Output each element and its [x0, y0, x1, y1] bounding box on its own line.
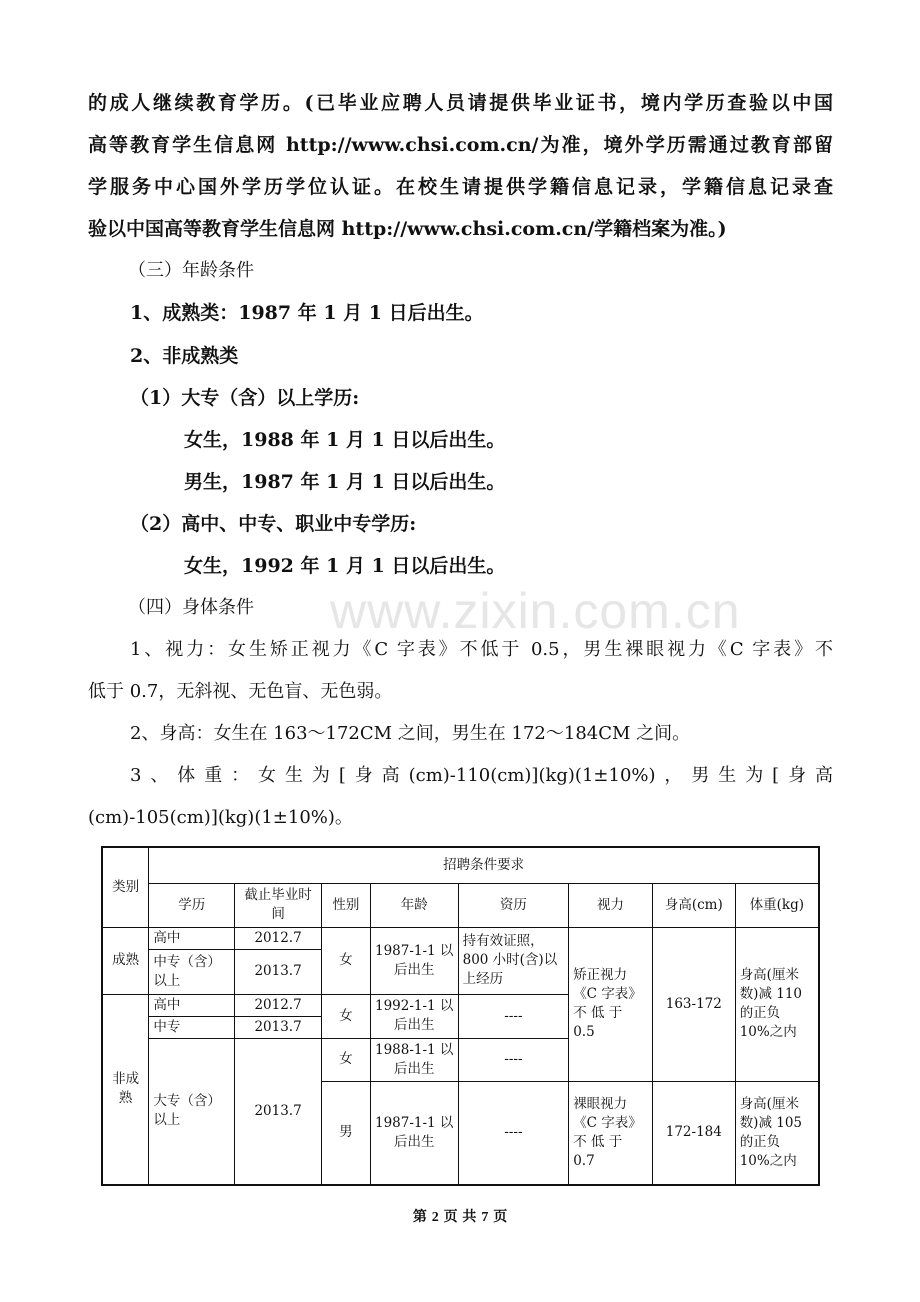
age-highschool: （2）高中、中专、职业中专学历:	[130, 513, 417, 535]
table-cell: 身高(厘米数)减 105 的正负 10%之内	[735, 1081, 819, 1185]
paragraph-education-line-4: 验以中国高等教育学生信息网 http://www.chsi.com.cn/学籍档案为准。)	[88, 218, 727, 240]
age-college: （1）大专（含）以上学历:	[130, 387, 360, 409]
weight-line-2: (cm)-105(cm)](kg)(1±10%)。	[88, 807, 353, 828]
table-cell: 大专（含）以上	[149, 1038, 235, 1185]
paragraph-education-line-3: 学服务中心国外学历学位认证。在校生请提供学籍信息记录，学籍信息记录查	[88, 176, 833, 198]
page-footer	[0, 1206, 920, 1226]
table-cell: 1988-1-1 以后出生	[370, 1038, 458, 1081]
watermark: www.zixin.com.cn	[330, 583, 741, 639]
footer-prefix: 第	[412, 1209, 427, 1225]
table-cell: 163-172	[652, 927, 735, 1081]
table-cell: 中专（含）以上	[149, 949, 235, 994]
age-highschool-female: 女生，1992 年 1 月 1 日以后出生。	[184, 555, 506, 577]
footer-middle: 页 共	[443, 1209, 477, 1225]
table-cell: 2013.7	[235, 1016, 322, 1038]
table-cell: 女	[321, 1038, 370, 1081]
table-cell: 1987-1-1 以后出生	[370, 927, 458, 994]
col-height: 身高(cm)	[652, 883, 735, 927]
col-gender: 性别	[321, 883, 370, 927]
section-heading-age: （三）年龄条件	[128, 260, 254, 281]
table-cell: 172-184	[652, 1081, 735, 1185]
page-total: 7	[481, 1210, 489, 1225]
table-cell: 2013.7	[235, 1038, 322, 1185]
header-requirements: 招聘条件要求	[149, 847, 819, 883]
table-cell: 中专	[149, 1016, 235, 1038]
table-cell: 高中	[149, 994, 235, 1016]
footer-suffix: 页	[493, 1209, 508, 1225]
table-cell: 矫正视力《C 字表》不 低 于 0.5	[569, 927, 653, 1081]
height-line: 2、身高：女生在 163～172CM 之间，男生在 172～184CM 之间。	[130, 723, 691, 744]
page-number: 2	[431, 1210, 439, 1225]
table-cell: 1987-1-1 以后出生	[370, 1081, 458, 1185]
table-cell: ----	[458, 1038, 569, 1081]
col-weight: 体重(kg)	[735, 883, 819, 927]
table-cell: ----	[458, 994, 569, 1038]
table-cell: 女	[321, 927, 370, 994]
age-college-female: 女生，1988 年 1 月 1 日以后出生。	[184, 429, 506, 451]
category-nonmature: 非成熟	[102, 994, 149, 1185]
col-graduation: 截止毕业时间	[235, 883, 322, 927]
paragraph-education-line-2: 高等教育学生信息网 http://www.chsi.com.cn/为准，境外学历需通过教育部留	[88, 134, 833, 156]
age-college-male: 男生，1987 年 1 月 1 日以后出生。	[184, 471, 506, 493]
col-education: 学历	[149, 883, 235, 927]
section-heading-body: （四）身体条件	[128, 597, 254, 618]
header-category: 类别	[102, 847, 149, 927]
table-cell: 2013.7	[235, 949, 322, 994]
table-cell: 1992-1-1 以后出生	[370, 994, 458, 1038]
table-cell: 裸眼视力《C 字表》不 低 于 0.7	[569, 1081, 653, 1185]
weight-line-1: 3、体重：女生为[身高(cm)-110(cm)](kg)(1±10%)，男生为[身高	[130, 765, 833, 786]
table-cell: 2012.7	[235, 994, 322, 1016]
table-cell: 身高(厘米数)减 110 的正负 10%之内	[735, 927, 819, 1081]
col-vision: 视力	[569, 883, 653, 927]
paragraph-education-line-1: 的成人继续教育学历。(已毕业应聘人员请提供毕业证书，境内学历查验以中国	[88, 92, 833, 114]
col-experience: 资历	[458, 883, 569, 927]
table-cell: 持有效证照，800 小时(含)以上经历	[458, 927, 569, 994]
vision-line-2: 低于 0.7，无斜视、无色盲、无色弱。	[88, 681, 393, 702]
table-cell: 高中	[149, 927, 235, 949]
table-cell: 女	[321, 994, 370, 1038]
table-cell: 2012.7	[235, 927, 322, 949]
age-mature: 1、成熟类：1987 年 1 月 1 日后出生。	[130, 302, 484, 324]
category-mature: 成熟	[102, 927, 149, 994]
recruitment-requirements-table	[101, 846, 820, 1186]
col-age: 年龄	[370, 883, 458, 927]
table-cell: ----	[458, 1081, 569, 1185]
vision-line-1: 1、视力：女生矫正视力《C 字表》不低于 0.5，男生裸眼视力《C 字表》不	[130, 639, 833, 660]
age-nonmature: 2、非成熟类	[130, 345, 239, 367]
table-cell: 男	[321, 1081, 370, 1185]
